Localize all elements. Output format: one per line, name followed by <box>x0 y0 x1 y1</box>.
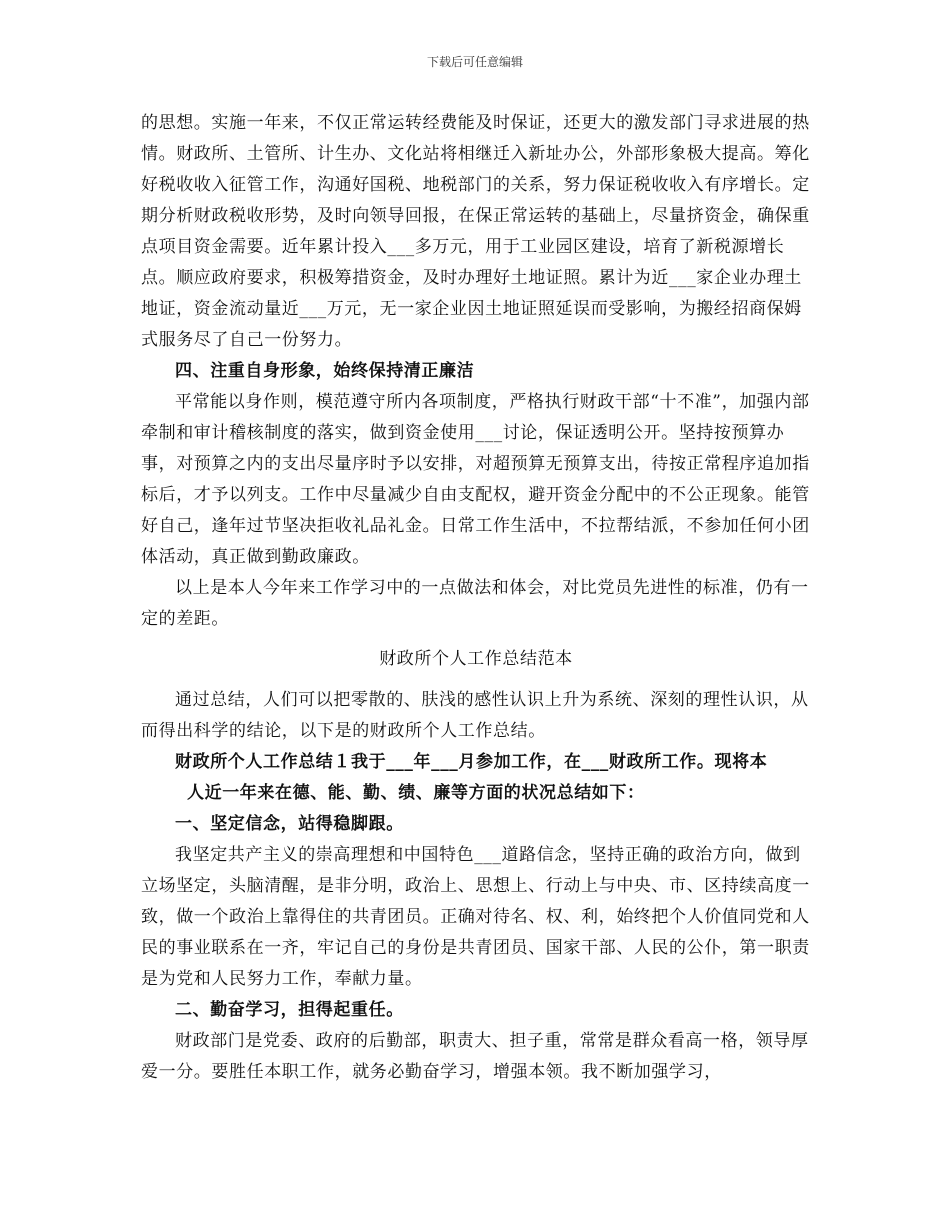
summary-intro-line2: 人近一年来在德、能、勤、绩、廉等方面的状况总结如下： <box>187 783 645 803</box>
section-heading-2: 二、勤奋学习，担得起重任。 <box>175 1000 404 1020</box>
paragraph-intro: 通过总结，人们可以把零散的、肤浅的感性认识上升为系统、深刻的理性认识，从而得出科学的结论，以下是的财政所个人工作总结。 <box>141 690 809 741</box>
summary-intro-line1: 财政所个人工作总结１我于___年___月参加工作，在___财政所工作。现将本 <box>175 752 768 772</box>
paragraph-conclusion: 以上是本人今年来工作学习中的一点做法和体会，对比党员先进性的标准，仍有一定的差距。 <box>141 578 809 629</box>
document-title: 财政所个人工作总结范本 <box>379 649 573 669</box>
section-heading-1: 一、坚定信念，站得稳脚跟。 <box>175 814 404 834</box>
document-body <box>141 108 811 1088</box>
paragraph-integrity: 平常能以身作则，模范遵守所内各项制度，严格执行财政干部“十不准”，加强内部牵制和审计稽核制度的落实，做到资金使用___讨论，保证透明公开。坚持按预算办事，对预算之内的支出尽量序时予以安排，对超预算无预算支出，待按正常程序追加指标后，才予以列支。工作中尽量减少自由支配权，避开资金分配中的不公正现象。能管好自己，逢年过节坚决拒收礼品礼金。日常工作生活中，不拉帮结派，不参加任何小团体活动，真正做到勤政廉政。 <box>141 392 810 567</box>
paragraph-continuation: 的思想。实施一年来，不仅正常运转经费能及时保证，还更大的激发部门寻求进展的热情。财政所、土管所、计生办、文化站将相继迁入新址办公，外部形象极大提高。筹化好税收收入征管工作，沟通好国税、地税部门的关系，努力保证税收收入有序增长。定期分析财政税收形势，及时向领导回报，在保正常运转的基础上，尽量挤资金，确保重点项目资金需要。近年累计投入___多万元，用于工业园区建设，培育了新税源增长点。顺应政府要求，积极筹措资金，及时办理好土地证照。累计为近___家企业办理土地证，资金流动量近___万元，无一家企业因土地证照延误而受影响，为搬经招商保姆式服务尽了自己一份努力。 <box>141 113 810 350</box>
page-header: 下载后可任意编辑 <box>426 55 523 69</box>
summary-intro-bold <box>141 747 811 809</box>
paragraph-belief: 我坚定共产主义的崇高理想和中国特色___道路信念，坚持正确的政治方向，做到立场坚定，头脑清醒，是非分明，政治上、思想上、行动上与中央、市、区持续高度一致，做一个政治上靠得住的共青团员。正确对待名、权、利，始终把个人价值同党和人民的事业联系在一齐，牢记自己的身份是共青团员、国家干部、人民的公仆，第一职责是为党和人民努力工作，奉献力量。 <box>141 845 810 989</box>
paragraph-study: 财政部门是党委、政府的后勤部，职责大、担子重，常常是群众看高一格，领导厚爱一分。要胜任本职工作，就务必勤奋学习，增强本领。我不断加强学习， <box>141 1031 809 1082</box>
section-heading-4: 四、注重自身形象，始终保持清正廉洁 <box>175 361 475 381</box>
